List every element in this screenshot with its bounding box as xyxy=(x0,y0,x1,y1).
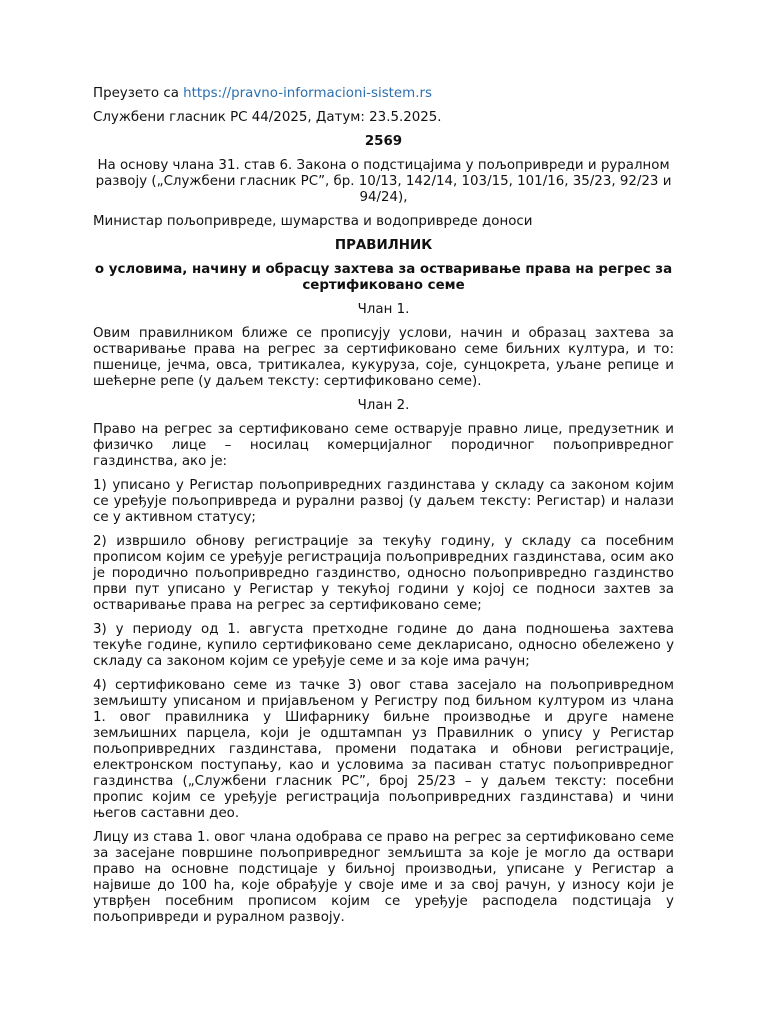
document-number: 2569 xyxy=(364,134,403,149)
document-title: о условима, начину и обрасцу захтева за остваривање права на регрес за сертификовано семе xyxy=(94,262,673,293)
legal-basis: На основу члана 31. став 6. Закона о подстицајима у пољопривреди и руралном развоју („Службени гласник РС”, бр. 10/13, 142/14, 103/15, 101/16, 35/23, 92/23 и 94/24), xyxy=(95,158,672,205)
article-item: 4) сертификовано семе из тачке 3) овог става засејало на пољопривредном земљишту уписаном и пријављеном у Регистру под биљном културом из члана 1. овог правилника у Шифарнику биљне производње и друге намене земљишних парцела, који је одштампан уз Правилник о упису у Регистар пољопривредних газдинстава, промени података и обнови регистрације, електронском поступању, као и условима за пасиван статус пољопривредног газдинства („Службени гласник РС”, број 25/23 – у даљем тексту: посебни пропис којим се уређује регистрација пољопривредних газдинстава) и чини његов саставни део. xyxy=(93,678,674,821)
document-body xyxy=(93,86,674,934)
article-item: 2) извршило обнову регистрације за текућу годину, у складу са посебним прописом којим се уређује регистрација пољопривредних газдинстава, осим ако је породично пољопривредно газдинство, односно пољопривредно газдинство први пут уписано у Регистар у текућој години у којој се подноси захтев за остваривање права на регрес за сертификовано семе; xyxy=(93,534,674,613)
article-item: 1) уписано у Регистар пољопривредних газдинстава у складу са законом којим се уређује пољопривреда и рурални развој (у даљем тексту: Регистар) и налази се у активном статусу; xyxy=(93,478,674,525)
article-heading: Члан 1. xyxy=(357,302,410,317)
enactor-line: Министар пољопривреде, шумарства и водопривреде доноси xyxy=(93,214,533,229)
gazette-reference: Службени гласник РС 44/2025, Датум: 23.5.2025. xyxy=(93,110,442,125)
article-item: 3) у периоду од 1. августа претходне године до дана подношења захтева текуће године, купило сертификовано семе декларисано, односно обележено у складу са законом којим се уређује семе и за које има рачун; xyxy=(93,622,674,669)
document-type: ПРАВИЛНИК xyxy=(334,238,433,253)
article-paragraph: Овим правилником ближе се прописују услови, начин и образац захтева за остваривање права на регрес за сертификовано семе биљних култура, и то: пшенице, јечма, овса, тритикалеа, кукуруза, соје, сунцокрета, уљане репице и шећерне репе (у даљем тексту: сертификовано семе). xyxy=(93,326,674,389)
article-paragraph: Право на регрес за сертификовано семе остварује правно лице, предузетник и физичко лице – носилац комерцијалног породичног пољопривредног газдинства, ако је: xyxy=(93,422,674,469)
source-line xyxy=(93,86,674,102)
source-link[interactable]: https://pravno-informacioni-sistem.rs xyxy=(183,86,432,101)
article-paragraph: Лицу из става 1. овог члана одобрава се право на регрес за сертификовано семе за засејане површине пољопривредног земљишта за које је могло да оствари право на основне подстицаје у биљној производњи, уписане у Регистар а највише до 100 ha, које обрађује у своје име и за свој рачун, у износу који је утврђен посебним прописом којим се уређује расподела подстицаја у пољопривреди и руралном развоју. xyxy=(93,830,674,925)
source-prefix: Преузето са xyxy=(93,86,184,101)
article-heading: Члан 2. xyxy=(357,398,410,413)
